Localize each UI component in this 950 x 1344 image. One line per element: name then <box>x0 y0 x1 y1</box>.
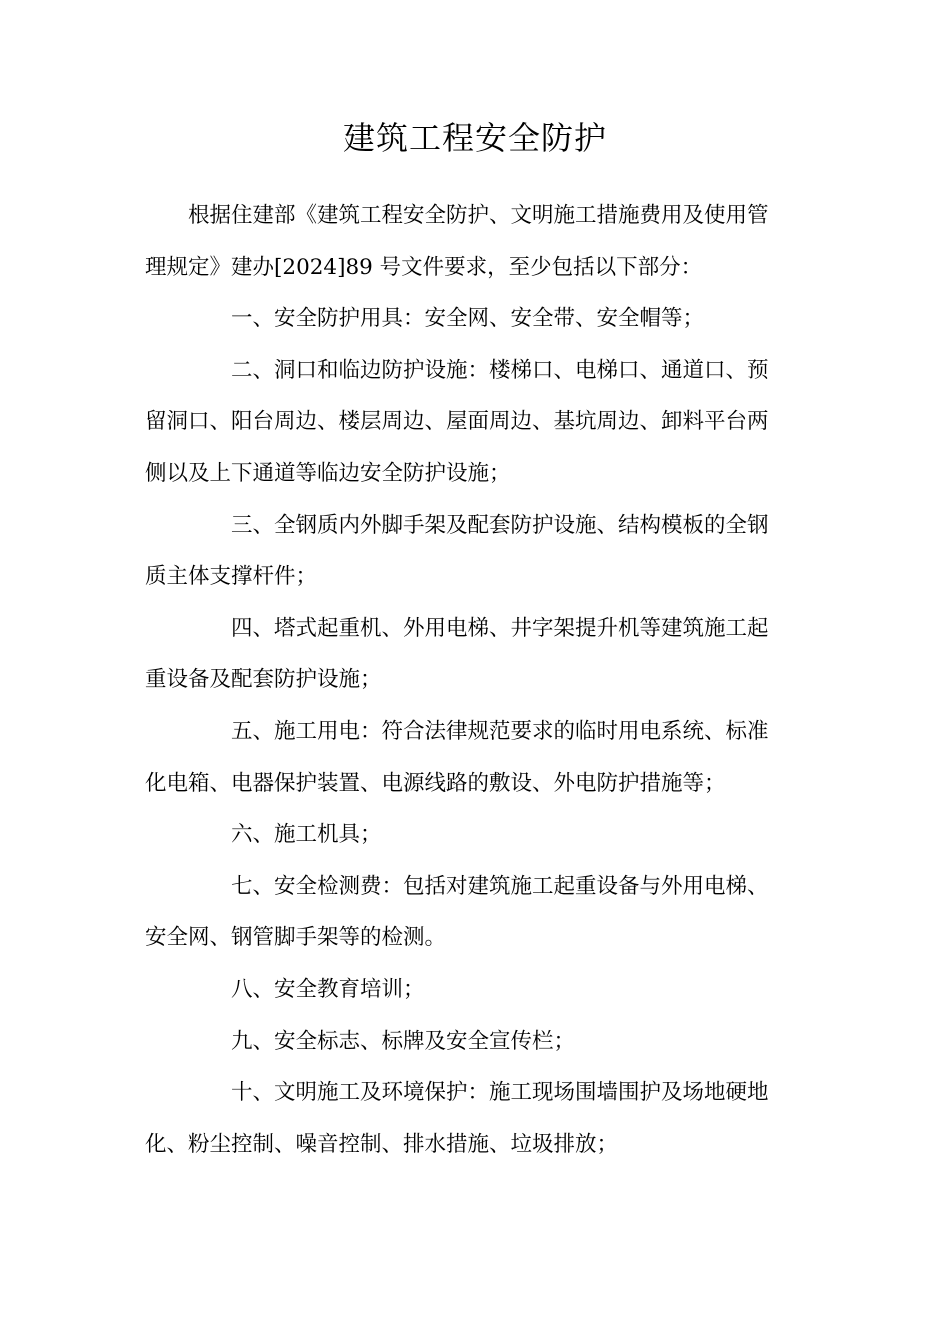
text-line: 侧以及上下通道等临边安全防护设施； <box>145 460 511 486</box>
list-item-2 <box>145 345 795 500</box>
text-line: 八、安全教育培训； <box>231 976 425 1002</box>
text-line: 五、施工用电：符合法律规范要求的临时用电系统、标准 <box>231 718 769 744</box>
list-item-10 <box>145 1067 795 1170</box>
intro-paragraph <box>145 190 795 293</box>
text-line: 理规定》建办[2024]89 号文件要求，至少包括以下部分： <box>145 254 703 280</box>
text-line: 留洞口、阳台周边、楼层周边、屋面周边、基坑周边、卸料平台两 <box>145 409 769 435</box>
text-line: 化、粉尘控制、噪音控制、排水措施、垃圾排放； <box>145 1131 619 1157</box>
list-item-7 <box>145 861 795 964</box>
text-line: 安全网、钢管脚手架等的检测。 <box>145 925 447 951</box>
text-line: 四、塔式起重机、外用电梯、井字架提升机等建筑施工起 <box>231 615 769 641</box>
text-line: 九、安全标志、标牌及安全宣传栏； <box>231 1028 576 1054</box>
text-line: 六、施工机具； <box>231 822 382 848</box>
document-title: 建筑工程安全防护 <box>342 119 607 157</box>
text-line: 三、全钢质内外脚手架及配套防护设施、结构模板的全钢 <box>231 512 769 538</box>
text-line: 质主体支撑杆件； <box>145 564 318 590</box>
text-line: 七、安全检测费：包括对建筑施工起重设备与外用电梯、 <box>231 873 769 899</box>
list-item-3 <box>145 500 795 603</box>
list-item-6 <box>145 809 795 861</box>
list-item-9 <box>145 1016 795 1068</box>
list-item-4 <box>145 603 795 706</box>
text-line: 一、安全防护用具：安全网、安全带、安全帽等； <box>231 306 705 332</box>
list-item-5 <box>145 706 795 809</box>
document-body <box>145 190 795 1170</box>
text-line: 二、洞口和临边防护设施：楼梯口、电梯口、通道口、预 <box>231 357 769 383</box>
text-line: 十、文明施工及环境保护：施工现场围墙围护及场地硬地 <box>231 1080 769 1106</box>
text-line: 根据住建部《建筑工程安全防护、文明施工措施费用及使用管 <box>188 203 769 228</box>
list-item-8 <box>145 964 795 1016</box>
text-line: 重设备及配套防护设施； <box>145 667 382 693</box>
list-item-1 <box>145 293 795 345</box>
text-line: 化电箱、电器保护装置、电源线路的敷设、外电防护措施等； <box>145 770 726 796</box>
